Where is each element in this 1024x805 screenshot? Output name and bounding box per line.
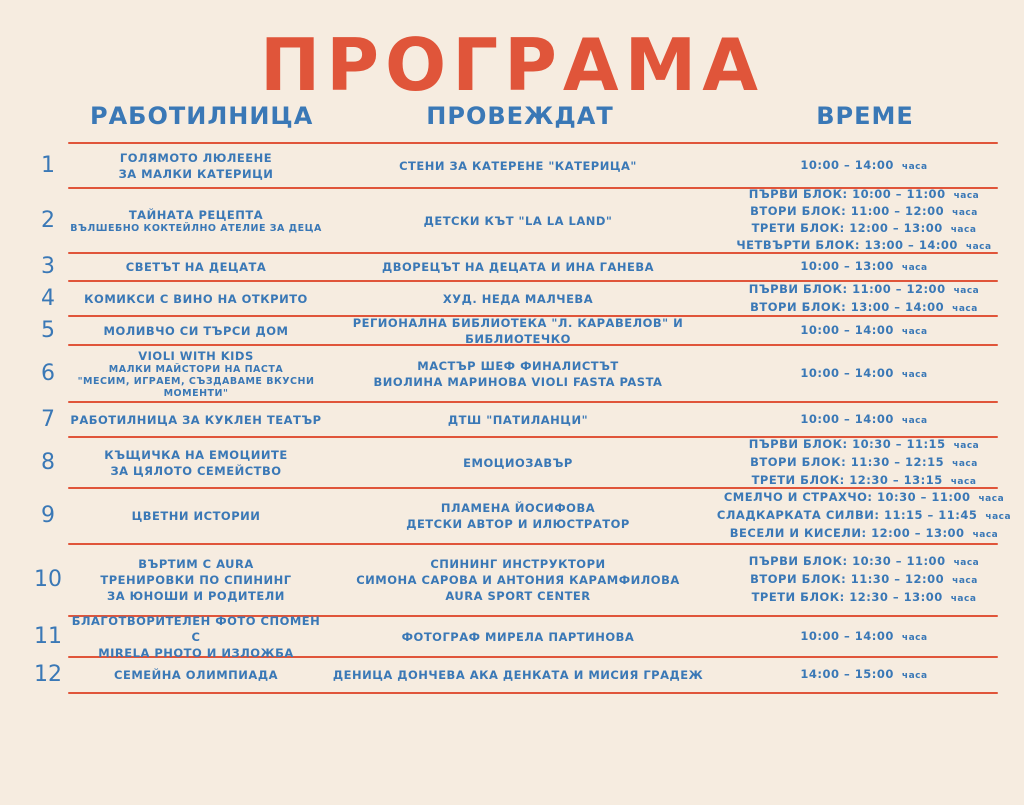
workshop-cell-line: ВЪРТИМ С AURA bbox=[138, 557, 254, 571]
time-cell bbox=[730, 282, 998, 315]
host-cell bbox=[320, 144, 716, 187]
time-range: ТРЕТИ БЛОК: 12:30 – 13:00 bbox=[751, 590, 943, 604]
workshop-cell-line: ТАЙНАТА РЕЦЕПТА bbox=[128, 207, 264, 222]
time-cell bbox=[730, 144, 998, 187]
row-divider bbox=[68, 692, 998, 694]
host-cell-line: РЕГИОНАЛНА БИБЛИОТЕКА "Л. КАРАВЕЛОВ" И БИБЛИОТЕЧКО bbox=[352, 315, 684, 346]
host-cell-line: ПЛАМЕНА ЙОСИФОВА bbox=[440, 501, 596, 515]
host-cell bbox=[320, 317, 716, 344]
workshop-cell-line: ТРЕНИРОВКИ ПО СПИНИНГ bbox=[100, 573, 292, 587]
workshop-cell-line: ЦВЕТНИ ИСТОРИИ bbox=[131, 509, 261, 523]
time-line bbox=[750, 299, 978, 317]
time-cell bbox=[730, 617, 998, 656]
table-row bbox=[0, 144, 1024, 187]
time-unit: часа bbox=[950, 594, 977, 604]
row-number: 5 bbox=[41, 317, 55, 343]
time-range: ТРЕТИ БЛОК: 12:00 – 13:00 bbox=[751, 220, 943, 235]
workshop-cell-line: MIRELA PHOTO И ИЗЛОЖБА bbox=[98, 645, 294, 660]
time-unit: часа bbox=[953, 558, 980, 568]
host-cell-line: ФОТОГРАФ МИРЕЛА ПАРТИНОВА bbox=[401, 629, 635, 644]
time-line bbox=[717, 507, 1011, 525]
workshop-cell-line: ВЪЛШЕБНО КОКТЕЙЛНО АТЕЛИЕ ЗА ДЕЦА bbox=[70, 222, 322, 234]
table-row bbox=[0, 403, 1024, 436]
row-number: 3 bbox=[41, 254, 55, 279]
time-range: 10:00 – 14:00 bbox=[800, 157, 894, 172]
time-line bbox=[749, 553, 980, 571]
time-line bbox=[730, 525, 998, 543]
time-range: ПЪРВИ БЛОК: 10:00 – 11:00 bbox=[748, 186, 946, 201]
workshop-cell bbox=[68, 189, 324, 252]
time-cell bbox=[730, 317, 998, 344]
time-line bbox=[752, 589, 977, 607]
time-range: ВТОРИ БЛОК: 13:00 – 14:00 bbox=[750, 299, 945, 314]
time-unit: часа bbox=[952, 207, 978, 218]
workshop-cell bbox=[68, 346, 324, 401]
host-cell bbox=[320, 545, 716, 615]
row-number: 6 bbox=[41, 360, 55, 386]
host-cell bbox=[320, 346, 716, 401]
host-cell-line: СПИНИНГ ИНСТРУКТОРИ bbox=[430, 557, 606, 571]
table-row bbox=[0, 186, 1024, 252]
workshop-cell-line: РАБОТИЛНИЦА ЗА КУКЛЕН ТЕАТЪР bbox=[70, 412, 322, 427]
time-unit: часа bbox=[901, 671, 928, 681]
time-unit: часа bbox=[953, 190, 980, 201]
host-cell bbox=[320, 489, 716, 543]
time-line bbox=[752, 472, 977, 490]
time-range: 10:00 – 14:00 bbox=[800, 411, 894, 426]
workshop-cell bbox=[68, 613, 324, 660]
time-line bbox=[800, 666, 927, 684]
time-line bbox=[800, 411, 927, 429]
row-number: 8 bbox=[41, 449, 55, 475]
workshop-cell-line: ГОЛЯМОТО ЛЮЛЕЕНЕ bbox=[119, 150, 273, 165]
time-range: 10:00 – 13:00 bbox=[800, 259, 894, 273]
time-range: 14:00 – 15:00 bbox=[800, 667, 894, 681]
time-unit: часа bbox=[952, 303, 978, 314]
time-cell bbox=[730, 403, 998, 436]
table-row bbox=[0, 489, 1024, 543]
header-workshop: РАБОТИЛНИЦА bbox=[90, 102, 314, 130]
time-line bbox=[752, 221, 977, 238]
workshop-cell bbox=[68, 545, 324, 615]
time-line bbox=[749, 281, 980, 299]
row-number: 4 bbox=[41, 285, 55, 311]
table-row bbox=[0, 438, 1024, 487]
time-range: ВЕСЕЛИ И КИСЕЛИ: 12:00 – 13:00 bbox=[729, 526, 965, 540]
time-range: ПЪРВИ БЛОК: 11:00 – 12:00 bbox=[748, 281, 946, 296]
workshop-cell-line: МАЛКИ МАЙСТОРИ НА ПАСТА bbox=[108, 363, 284, 375]
table-row bbox=[0, 282, 1024, 315]
time-unit: часа bbox=[901, 263, 928, 273]
table-row bbox=[0, 658, 1024, 692]
host-cell-line: ДТШ "ПАТИЛАНЦИ" bbox=[447, 412, 589, 427]
host-cell bbox=[320, 617, 716, 656]
workshop-cell-line: ЗА МАЛКИ КАТЕРИЦИ bbox=[118, 166, 274, 181]
time-range: СМЕЛЧО И СТРАХЧО: 10:30 – 11:00 bbox=[723, 490, 971, 504]
host-cell-line: ДЕТСКИ АВТОР И ИЛЮСТРАТОР bbox=[406, 517, 630, 531]
host-cell-line: СТЕНИ ЗА КАТЕРЕНЕ "КАТЕРИЦА" bbox=[399, 158, 637, 173]
workshop-cell bbox=[68, 317, 324, 344]
host-cell bbox=[320, 403, 716, 436]
time-line bbox=[800, 157, 927, 175]
time-line bbox=[724, 489, 1004, 507]
workshop-cell-line: КЪЩИЧКА НА ЕМОЦИИТЕ bbox=[104, 447, 288, 462]
time-unit: часа bbox=[950, 476, 977, 487]
time-unit: часа bbox=[952, 458, 978, 469]
workshop-cell bbox=[68, 403, 324, 436]
host-cell-line: ДЕТСКИ КЪТ "LA LA LAND" bbox=[423, 213, 613, 228]
time-cell bbox=[730, 545, 998, 615]
time-range: ПЪРВИ БЛОК: 10:30 – 11:15 bbox=[748, 436, 946, 451]
time-range: ВТОРИ БЛОК: 11:00 – 12:00 bbox=[750, 203, 945, 218]
workshop-cell-line: ЗА ЮНОШИ И РОДИТЕЛИ bbox=[107, 589, 285, 603]
host-cell bbox=[320, 254, 716, 280]
time-line bbox=[749, 436, 980, 454]
host-cell bbox=[320, 189, 716, 252]
time-cell bbox=[730, 346, 998, 401]
workshop-cell bbox=[68, 144, 324, 187]
row-number: 9 bbox=[41, 503, 55, 528]
row-number: 2 bbox=[41, 207, 55, 233]
host-cell-line: ЕМОЦИОЗАВЪР bbox=[463, 455, 573, 470]
host-cell-line: ВИОЛИНА МАРИНОВА VIOLI FASTA PASTA bbox=[373, 374, 663, 389]
host-cell-line: ХУД. НЕДА МАЛЧЕВА bbox=[442, 291, 594, 306]
host-cell bbox=[320, 438, 716, 487]
time-range: ЧЕТВЪРТИ БЛОК: 13:00 – 14:00 bbox=[736, 237, 958, 252]
workshop-cell-line: VIOLI WITH KIDS bbox=[138, 348, 254, 363]
time-cell bbox=[730, 254, 998, 280]
time-line bbox=[750, 204, 978, 221]
workshop-cell-line: "МЕСИМ, ИГРАЕМ, СЪЗДАВАМЕ ВКУСНИ МОМЕНТИ" bbox=[77, 375, 315, 399]
row-number: 11 bbox=[34, 623, 62, 649]
time-line bbox=[749, 187, 980, 204]
workshop-cell-line: БЛАГОТВОРИТЕЛЕН ФОТО СПОМЕН С bbox=[71, 613, 321, 644]
time-range: ТРЕТИ БЛОК: 12:30 – 13:15 bbox=[751, 472, 943, 487]
page-title: ПРОГРАМА bbox=[260, 23, 764, 107]
host-cell-line: ДВОРЕЦЪТ НА ДЕЦАТА И ИНА ГАНЕВА bbox=[382, 260, 654, 274]
table-row bbox=[0, 254, 1024, 280]
host-cell-line: МАСТЪР ШЕФ ФИНАЛИСТЪТ bbox=[417, 358, 619, 373]
time-range: 10:00 – 14:00 bbox=[800, 365, 894, 380]
time-line bbox=[750, 571, 978, 589]
host-cell-line: ДЕНИЦА ДОНЧЕВА АКА ДЕНКАТА И МИСИЯ ГРАДЕЖ bbox=[332, 668, 704, 682]
time-unit: часа bbox=[972, 530, 999, 540]
time-range: 10:00 – 14:00 bbox=[800, 628, 894, 643]
time-cell bbox=[730, 658, 998, 692]
time-unit: часа bbox=[901, 632, 928, 643]
time-unit: часа bbox=[953, 440, 980, 451]
workshop-cell bbox=[68, 254, 324, 280]
time-range: ВТОРИ БЛОК: 11:30 – 12:15 bbox=[750, 454, 945, 469]
host-cell-line: AURA SPORT CENTER bbox=[445, 589, 591, 603]
workshop-cell-line: МОЛИВЧО СИ ТЪРСИ ДОМ bbox=[103, 323, 289, 338]
time-line bbox=[750, 454, 978, 472]
time-range: ПЪРВИ БЛОК: 10:30 – 11:00 bbox=[748, 554, 946, 568]
time-line bbox=[736, 238, 991, 255]
time-unit: часа bbox=[952, 576, 978, 586]
table-row bbox=[0, 545, 1024, 615]
time-range: 10:00 – 14:00 bbox=[800, 322, 894, 337]
table-row bbox=[0, 613, 1024, 660]
time-line bbox=[800, 628, 927, 646]
time-line bbox=[800, 322, 927, 340]
time-unit: часа bbox=[901, 415, 928, 426]
workshop-cell bbox=[68, 489, 324, 543]
time-unit: часа bbox=[978, 494, 1005, 504]
row-number: 10 bbox=[34, 567, 62, 592]
workshop-cell bbox=[68, 438, 324, 487]
time-range: СЛАДКАРКАТА СИЛВИ: 11:15 – 11:45 bbox=[716, 508, 978, 522]
time-cell bbox=[730, 186, 998, 252]
time-unit: часа bbox=[901, 161, 928, 172]
workshop-cell bbox=[68, 282, 324, 315]
time-unit: часа bbox=[953, 285, 980, 296]
time-unit: часа bbox=[901, 369, 928, 380]
table-row bbox=[0, 346, 1024, 401]
workshop-cell-line: СЕМЕЙНА ОЛИМПИАДА bbox=[114, 668, 278, 682]
time-line bbox=[800, 365, 927, 383]
time-cell bbox=[730, 438, 998, 487]
workshop-cell-line: СВЕТЪТ НА ДЕЦАТА bbox=[125, 260, 267, 274]
time-line bbox=[800, 258, 927, 276]
time-unit: часа bbox=[965, 241, 992, 252]
time-unit: часа bbox=[985, 512, 1012, 522]
time-unit: часа bbox=[950, 224, 977, 235]
row-number: 12 bbox=[34, 662, 62, 687]
header-time: ВРЕМЕ bbox=[816, 102, 914, 130]
time-cell bbox=[716, 489, 1012, 543]
host-cell-line: СИМОНА САРОВА И АНТОНИЯ КАРАМФИЛОВА bbox=[356, 573, 680, 587]
row-number: 7 bbox=[41, 406, 55, 432]
row-number: 1 bbox=[41, 152, 55, 178]
time-unit: часа bbox=[901, 326, 928, 337]
time-range: ВТОРИ БЛОК: 11:30 – 12:00 bbox=[750, 572, 945, 586]
workshop-cell-line: ЗА ЦЯЛОТО СЕМЕЙСТВО bbox=[110, 463, 282, 478]
table-row bbox=[0, 317, 1024, 344]
workshop-cell-line: КОМИКСИ С ВИНО НА ОТКРИТО bbox=[84, 291, 308, 306]
workshop-cell bbox=[68, 658, 324, 692]
host-cell bbox=[320, 658, 716, 692]
host-cell bbox=[320, 282, 716, 315]
header-host: ПРОВЕЖДАТ bbox=[426, 102, 614, 130]
